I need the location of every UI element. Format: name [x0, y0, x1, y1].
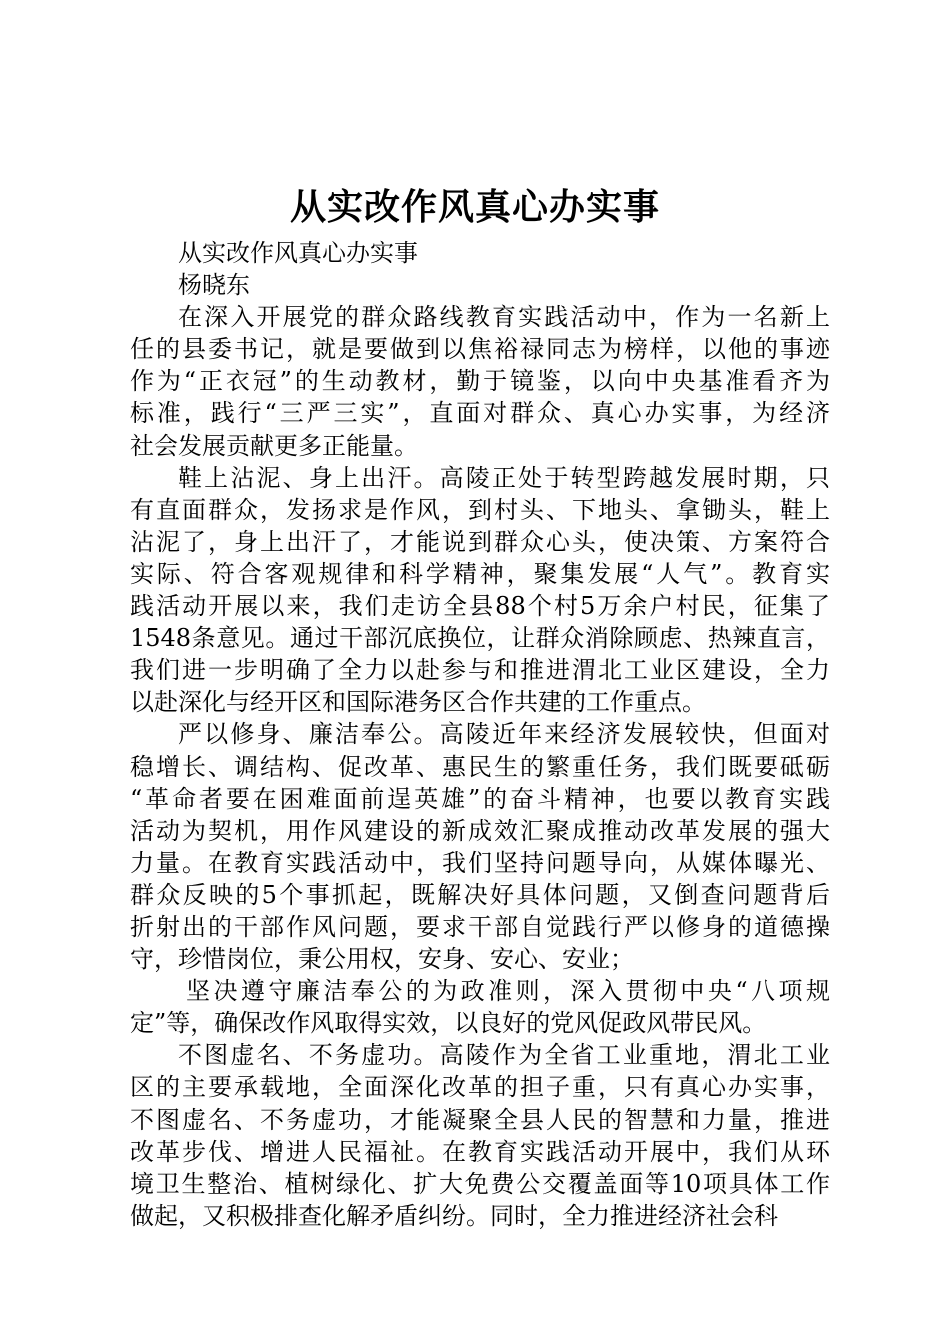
paragraph-line: 稳增长、调结构、促改革、惠民生的繁重任务，我们既要砥砺 — [130, 752, 830, 781]
paragraph-line: 活动为契机，用作风建设的新成效汇聚成推动改革发展的强大 — [130, 816, 830, 845]
paragraph-line: 任的县委书记，就是要做到以焦裕禄同志为榜样，以他的事迹 — [130, 335, 830, 364]
paragraph-line: 坚决遵守廉洁奉公的为政准则，深入贯彻中央“八项规 — [186, 977, 830, 1006]
paragraph-line: 实际、符合客观规律和科学精神，聚集发展“人气”。教育实 — [130, 559, 830, 588]
paragraph — [130, 301, 830, 461]
paragraph-line: 不图虚名、不务虚功。高陵作为全省工业重地，渭北工业 — [178, 1041, 830, 1070]
document-author: 杨晓东 — [178, 271, 250, 300]
paragraph-line: 标准，践行“三严三实”，直面对群众、真心办实事，为经济 — [130, 399, 830, 428]
document-body — [130, 237, 830, 1232]
paragraph-line: 严以修身、廉洁奉公。高陵近年来经济发展较快，但面对 — [178, 720, 830, 749]
paragraph-line: 我们进一步明确了全力以赴参与和推进渭北工业区建设，全力 — [130, 656, 830, 685]
paragraph-line: 鞋上沾泥、身上出汗。高陵正处于转型跨越发展时期，只 — [178, 463, 830, 492]
paragraph-line: 境卫生整治、植树绿化、扩大免费公交覆盖面等10项具体工作 — [130, 1169, 830, 1198]
paragraph-line: 1548条意见。通过干部沉底换位，让群众消除顾虑、热辣直言， — [130, 624, 830, 653]
paragraph-line: 群众反映的5个事抓起，既解决好具体问题，又倒查问题背后 — [130, 880, 830, 909]
paragraph — [130, 462, 830, 719]
paragraph-line: 定”等，确保改作风取得实效，以良好的党风促政风带民风。 — [130, 1009, 767, 1038]
paragraph-line: 守，珍惜岗位，秉公用权，安身、安心、安业； — [130, 945, 634, 974]
paragraph-line: 折射出的干部作风问题，要求干部自觉践行严以修身的道德操 — [130, 912, 830, 941]
paragraph-line: 区的主要承载地，全面深化改革的担子重，只有真心办实事， — [130, 1073, 830, 1102]
paragraph — [130, 718, 830, 975]
paragraph-line: 改革步伐、增进人民福祉。在教育实践活动开展中，我们从环 — [130, 1137, 830, 1166]
document-title: 从实改作风真心办实事 — [289, 187, 660, 228]
paragraph-line: 作为“正衣冠”的生动教材，勤于镜鉴，以向中央基准看齐为 — [130, 367, 830, 396]
paragraph-line: 做起，又积极排查化解矛盾纠纷。同时，全力推进经济社会科 — [130, 1201, 778, 1230]
paragraph-line: 沾泥了，身上出汗了，才能说到群众心头，使决策、方案符合 — [130, 527, 830, 556]
document-subtitle: 从实改作风真心办实事 — [178, 239, 418, 267]
paragraph-line: 有直面群众，发扬求是作风，到村头、下地头、拿锄头，鞋上 — [130, 495, 830, 524]
paragraph-line: 力量。在教育实践活动中，我们坚持问题导向，从媒体曝光、 — [130, 848, 830, 877]
paragraph — [130, 1039, 830, 1232]
paragraph-line: 以赴深化与经开区和国际港务区合作共建的工作重点。 — [130, 688, 706, 717]
paragraph-line: 社会发展贡献更多正能量。 — [130, 431, 418, 460]
paragraph-line: 践活动开展以来，我们走访全县88个村5万余户村民，征集了 — [130, 592, 830, 621]
paragraph — [130, 975, 830, 1039]
paragraph-line: 不图虚名、不务虚功，才能凝聚全县人民的智慧和力量，推进 — [130, 1105, 830, 1134]
paragraph-line: 在深入开展党的群众路线教育实践活动中，作为一名新上 — [178, 303, 830, 332]
paragraph-line: “革命者要在困难面前逞英雄”的奋斗精神，也要以教育实践 — [130, 784, 830, 813]
